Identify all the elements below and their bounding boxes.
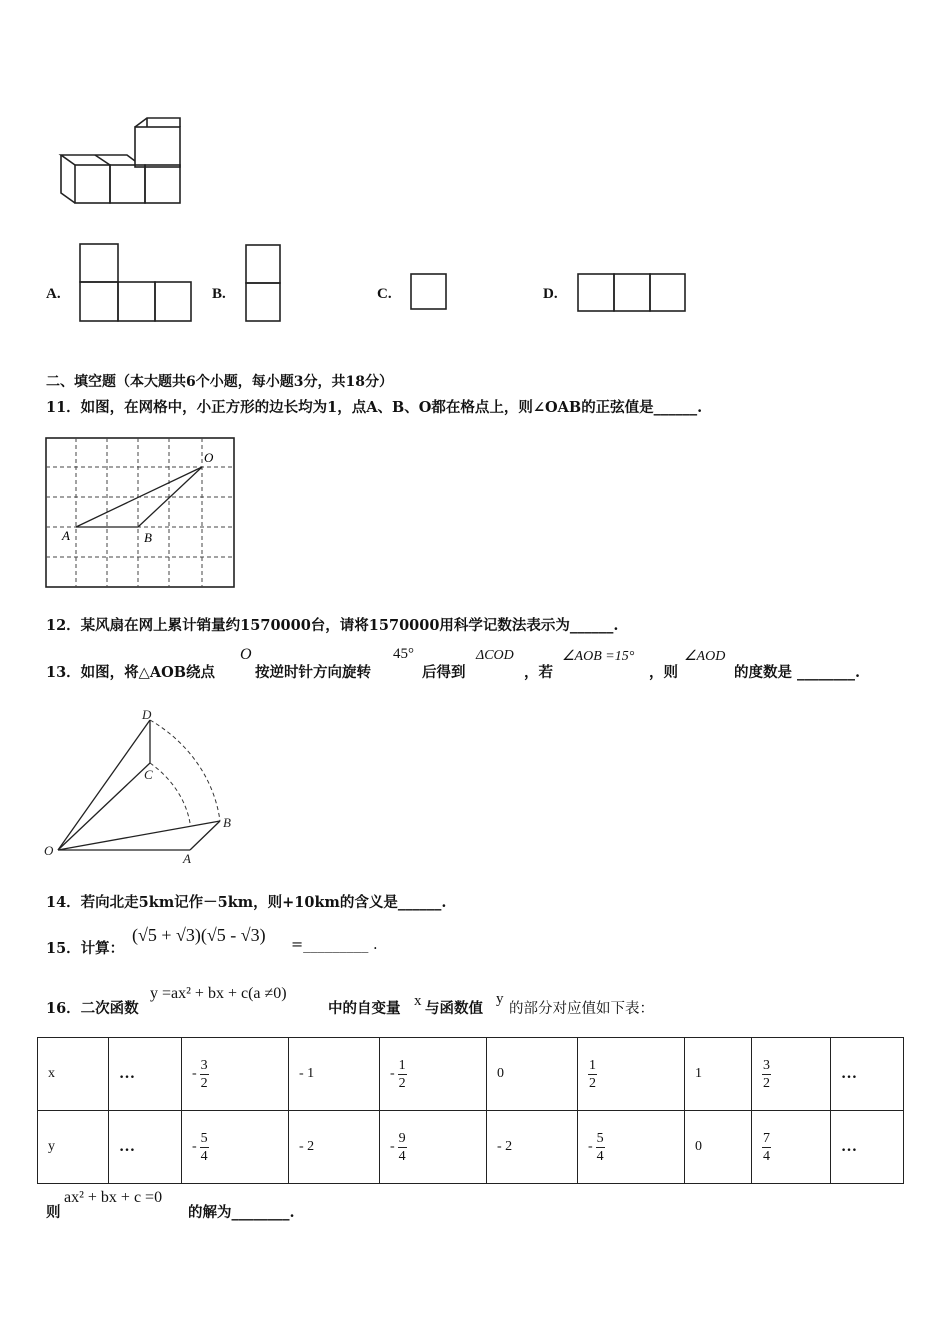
question-13-part4: ，若: [524, 664, 553, 681]
table-cell: 0: [685, 1111, 752, 1184]
fig13-label-o: O: [44, 843, 54, 858]
question-13-part3: 后得到: [422, 664, 466, 681]
question-16-after-prefix: 则: [46, 1204, 61, 1221]
question-16-part2: 中的自变量: [328, 1000, 401, 1017]
fraction: $\frac{7}{4}$: [763, 1130, 770, 1164]
question-12-text: 12．某风扇在网上累计销量约1570000台，请将1570000用科学记数法表示为______.: [46, 617, 619, 634]
question-13-part5: ，则: [649, 664, 678, 681]
table-cell-sign: -: [192, 1139, 197, 1154]
option-d-label: D.: [543, 286, 558, 302]
table-cell: - 2: [487, 1111, 578, 1184]
grid-figure: [44, 436, 237, 590]
option-d-figure: [576, 272, 688, 314]
question-13-target: ∠AOD: [684, 649, 726, 664]
fraction: $\frac{3}{2}$: [763, 1057, 770, 1091]
fraction: $\frac{5}{4}$: [596, 1130, 604, 1164]
table-row-y: [38, 1111, 904, 1184]
fig13-label-c: C: [144, 767, 153, 782]
question-16-function: y =ax² + bx + c(a ≠0): [150, 985, 287, 1002]
fraction: $\frac{9}{4}$: [398, 1130, 406, 1164]
question-16-var-x: x: [414, 993, 422, 1009]
section-heading: 二、填空题（本大题共6个小题，每小题3分，共18分）: [46, 374, 393, 390]
table-cell-sign: -: [588, 1139, 593, 1154]
fraction: $\frac{1}{2}$: [589, 1057, 596, 1091]
option-b-label: B.: [212, 286, 226, 302]
table-head-y: y: [38, 1111, 109, 1184]
question-16-part1: 16．二次函数: [46, 1000, 139, 1017]
option-a-figure: [78, 242, 194, 324]
value-table: [37, 1037, 904, 1184]
question-13-part2: 按逆时针方向旋转: [255, 664, 371, 681]
question-16-part4: 的部分对应值如下表：: [509, 1001, 654, 1017]
grid-label-a: A: [62, 528, 70, 543]
table-cell: …: [119, 1138, 135, 1155]
table-cell: - 2: [289, 1111, 380, 1184]
option-a-label: A.: [46, 286, 61, 302]
fraction: $\frac{3}{2}$: [200, 1057, 208, 1091]
question-16-var-y: y: [496, 991, 504, 1007]
question-13-triangle: ΔCOD: [476, 648, 514, 663]
fraction: $\frac{1}{2}$: [398, 1057, 406, 1091]
table-cell: …: [119, 1065, 135, 1082]
question-14-text: 14．若向北走5km记作－5km，则+10km的含义是______.: [46, 894, 447, 911]
question-13-given: ∠AOB =15°: [562, 649, 635, 664]
option-c-label: C.: [377, 286, 392, 302]
question-13-angle: 45°: [393, 646, 414, 662]
question-13-part6: 的度数是 ________.: [734, 664, 861, 681]
cube-stack-figure: [55, 115, 185, 207]
table-row-x: [38, 1038, 904, 1111]
rotation-figure: [40, 705, 245, 867]
question-15-prefix: 15．计算：: [46, 940, 125, 957]
option-c-figure: [409, 272, 449, 312]
table-cell: …: [841, 1065, 857, 1082]
table-cell: …: [841, 1138, 857, 1155]
table-head-x: x: [38, 1038, 109, 1111]
fraction: $\frac{5}{4}$: [200, 1130, 208, 1164]
table-cell: 1: [685, 1038, 752, 1111]
table-cell: - 1: [289, 1038, 380, 1111]
question-13-point-o: O: [240, 646, 252, 663]
fig13-label-b: B: [223, 815, 231, 830]
question-15-suffix: =_________ .: [291, 937, 378, 953]
question-16-equation: ax² + bx + c =0: [64, 1189, 163, 1206]
table-cell: 0: [487, 1038, 578, 1111]
grid-label-o: O: [204, 450, 214, 465]
grid-label-b: B: [144, 530, 152, 545]
question-13-part1: 13．如图，将△AOB绕点: [46, 664, 215, 681]
question-11-text: 11．如图，在网格中，小正方形的边长均为1，点A、B、O都在格点上，则∠OAB的正弦值是______.: [46, 399, 703, 416]
option-b-figure: [244, 243, 282, 323]
table-cell-sign: -: [390, 1066, 395, 1081]
fig13-label-d: D: [142, 707, 152, 722]
fig13-label-a: A: [183, 851, 191, 866]
table-cell-sign: -: [390, 1139, 395, 1154]
question-16-part3: 与函数值: [425, 1000, 483, 1017]
question-15-expression: (√5 + √3)(√5 - √3): [132, 925, 266, 945]
question-16-after-suffix: 的解为________.: [188, 1204, 295, 1221]
table-cell-sign: -: [192, 1066, 197, 1081]
